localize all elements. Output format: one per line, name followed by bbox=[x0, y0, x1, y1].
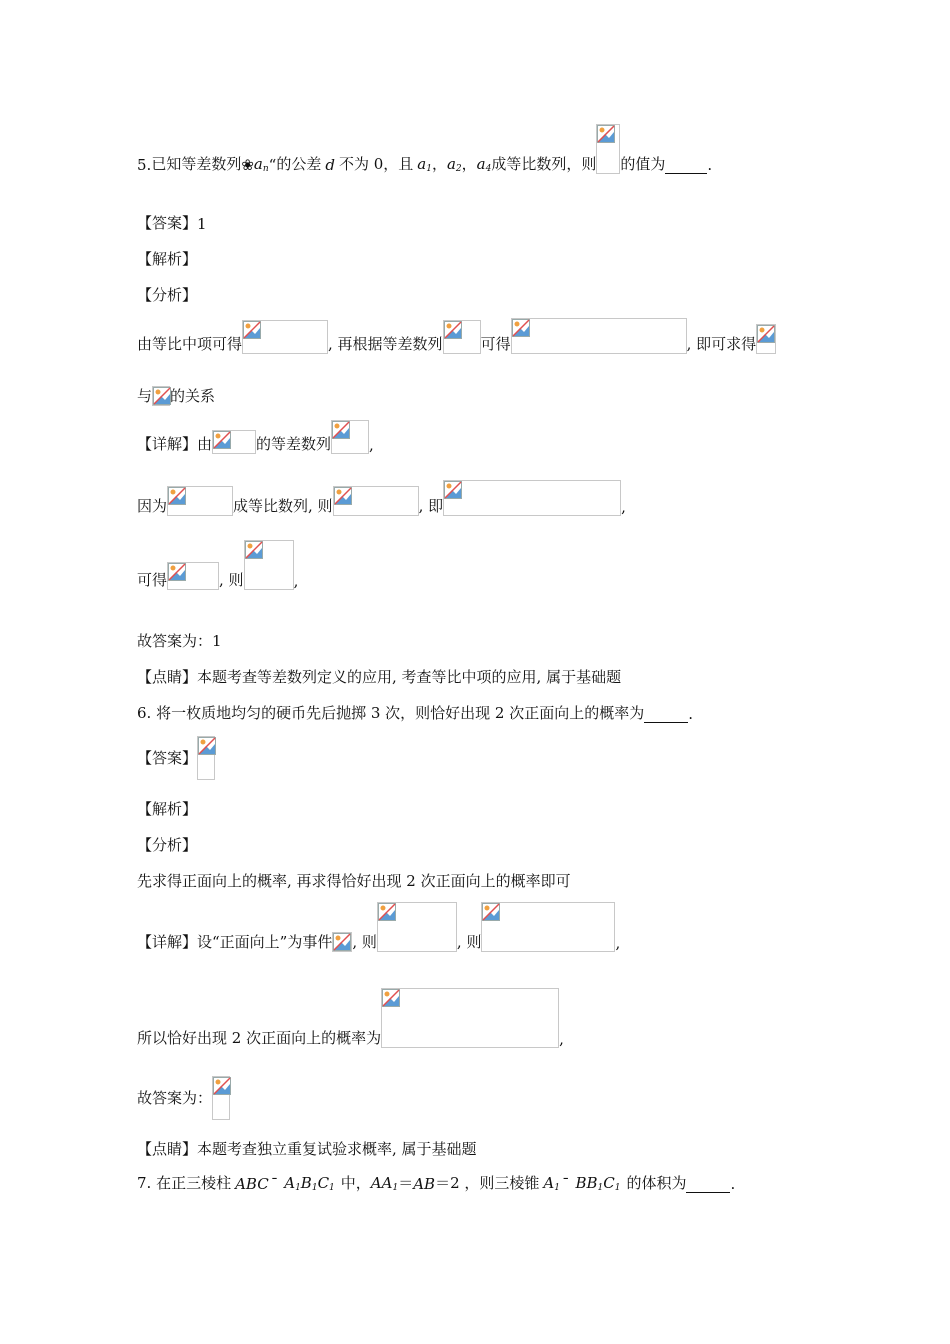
q5-tail: 成等比数列，则 bbox=[491, 155, 597, 173]
broken-image-icon bbox=[331, 420, 369, 454]
q5-a4: $a_4$ bbox=[476, 155, 492, 174]
broken-image-icon bbox=[596, 124, 620, 174]
detail-label: 【详解】 bbox=[137, 933, 198, 951]
detail-label: 【详解】 bbox=[137, 435, 198, 453]
q7-dash: ¯ bbox=[561, 1175, 570, 1193]
text: 因为 bbox=[137, 497, 168, 515]
fenxi-label: 【分析】 bbox=[137, 836, 198, 854]
analysis-label: 【解析】 bbox=[137, 800, 198, 818]
comment-text: 本题考查等差数列定义的应用, 考查等比中项的应用, 属于基础题 bbox=[197, 668, 622, 686]
q7-line bbox=[137, 1172, 735, 1193]
text: ＝ bbox=[398, 1174, 414, 1192]
comment-label: 【点睛】 bbox=[137, 1140, 198, 1158]
text: , 则 bbox=[352, 933, 377, 951]
q7-ab: AB bbox=[413, 1175, 436, 1193]
q7-end: . bbox=[730, 1175, 736, 1193]
picture-icon bbox=[378, 903, 396, 921]
picture-icon bbox=[168, 487, 186, 505]
picture-icon bbox=[168, 563, 186, 581]
a6-so-line bbox=[137, 988, 564, 1048]
text: , bbox=[293, 572, 299, 590]
analysis-label: 【解析】 bbox=[137, 250, 198, 268]
answer-blank bbox=[644, 722, 688, 723]
answer-label: 【答案】 bbox=[137, 749, 198, 767]
a5-fenxi-label bbox=[137, 284, 197, 305]
q5-d: d bbox=[325, 156, 335, 174]
a5-because-line bbox=[137, 480, 626, 516]
answer-blank bbox=[686, 1192, 730, 1193]
q5-prefix: 已知等差数列 bbox=[151, 155, 242, 173]
q5-a2: $a_2$ bbox=[446, 155, 462, 174]
picture-icon bbox=[444, 481, 462, 499]
a6-comment bbox=[137, 1138, 477, 1159]
text: 与 bbox=[137, 387, 153, 405]
text: 成等比数列, 则 bbox=[233, 497, 333, 515]
broken-image-icon bbox=[212, 430, 256, 454]
picture-icon bbox=[512, 319, 530, 337]
final-answer: 故答案为： bbox=[137, 1089, 213, 1107]
final-answer: 故答案为：1 bbox=[137, 632, 222, 650]
q5-line bbox=[137, 124, 712, 174]
picture-icon bbox=[334, 487, 352, 505]
broken-image-icon bbox=[333, 486, 419, 516]
q5-number: 5. bbox=[137, 156, 152, 174]
q7-bb1c1: $BB_1C_1$ bbox=[575, 1174, 621, 1193]
a5-comment bbox=[137, 666, 621, 687]
answer-label: 【答案】 bbox=[137, 214, 198, 232]
picture-icon bbox=[757, 325, 775, 343]
comment-label: 【点睛】 bbox=[137, 668, 198, 686]
a5-get-line bbox=[137, 540, 298, 590]
text: , bbox=[621, 498, 626, 516]
text: 7. 在正三棱柱 bbox=[137, 1174, 232, 1192]
broken-image-icon bbox=[244, 540, 294, 590]
q7-aa1: $AA_1$ bbox=[370, 1174, 399, 1193]
q5-bracket: “ bbox=[268, 156, 277, 174]
q7-a1: $A_1$ bbox=[543, 1174, 560, 1193]
text: 设“正面向上”为事件 bbox=[197, 933, 333, 951]
q5-a1: $a_1$ bbox=[417, 155, 432, 174]
q6-text: 6. 将一枚质地均匀的硬币先后抛掷 3 次，则恰好出现 2 次正面向上的概率为 bbox=[137, 704, 645, 722]
text: 由 bbox=[197, 435, 213, 453]
text: , bbox=[559, 1030, 564, 1048]
a6-final bbox=[137, 1074, 230, 1120]
a5-answer bbox=[137, 212, 207, 233]
picture-icon bbox=[482, 903, 500, 921]
broken-image-icon bbox=[443, 320, 481, 354]
q6-end: . bbox=[688, 705, 694, 723]
broken-image-icon bbox=[381, 988, 559, 1048]
broken-image-icon bbox=[443, 480, 621, 516]
q5-value-text: 的值为 bbox=[620, 155, 666, 173]
broken-image-icon bbox=[212, 1076, 230, 1120]
text: , 则 bbox=[456, 933, 482, 951]
comment-text: 本题考查独立重复试验求概率, 属于基础题 bbox=[197, 1140, 477, 1158]
text: , bbox=[369, 436, 374, 454]
a5-detail-line bbox=[137, 418, 374, 454]
broken-image-icon bbox=[197, 736, 215, 780]
broken-image-icon bbox=[481, 902, 615, 952]
q7-a1b1c1: $A_1B_1C_1$ bbox=[284, 1174, 335, 1193]
q5-end: . bbox=[707, 156, 713, 174]
text: 可得 bbox=[137, 571, 168, 589]
picture-icon bbox=[198, 737, 216, 755]
text: , 即 bbox=[418, 497, 444, 515]
a5-analysis-label bbox=[137, 248, 197, 269]
a5-fenxi-line1 bbox=[137, 318, 776, 354]
fenxi-label: 【分析】 bbox=[137, 286, 198, 304]
a6-analysis-label bbox=[137, 798, 197, 819]
text: ＝2 ，则三棱锥 bbox=[435, 1174, 540, 1192]
q5-sep1: ， bbox=[431, 155, 447, 173]
picture-icon bbox=[332, 421, 350, 439]
picture-icon bbox=[444, 321, 462, 339]
text: , 则 bbox=[219, 571, 244, 589]
a6-fenxi-label bbox=[137, 834, 197, 855]
broken-image-icon bbox=[167, 486, 233, 516]
text: 由等比中项可得 bbox=[137, 335, 243, 353]
picture-icon bbox=[243, 321, 261, 339]
picture-icon bbox=[333, 933, 351, 951]
a6-fenxi bbox=[137, 870, 571, 891]
broken-image-icon bbox=[332, 932, 352, 952]
text: 的体积为 bbox=[626, 1174, 687, 1192]
text: 可得 bbox=[480, 335, 511, 353]
text: , 再根据等差数列 bbox=[328, 335, 443, 353]
text: 的关系 bbox=[170, 387, 216, 405]
broken-image-icon bbox=[152, 386, 170, 406]
picture-icon bbox=[213, 431, 231, 449]
q7-abc: ABC bbox=[235, 1175, 269, 1193]
q5-mid: 的公差 bbox=[276, 155, 322, 173]
picture-icon bbox=[597, 125, 615, 143]
text: , bbox=[615, 934, 621, 952]
text: 所以恰好出现 2 次正面向上的概率为 bbox=[137, 1029, 382, 1047]
fenxi-text: 先求得正面向上的概率, 再求得恰好出现 2 次正面向上的概率即可 bbox=[137, 872, 571, 890]
a5-fenxi-line2 bbox=[137, 384, 215, 406]
answer-blank bbox=[665, 173, 707, 174]
q5-sep2: ， bbox=[461, 155, 477, 173]
answer-value: 1 bbox=[197, 215, 207, 233]
q7-dash: ¯ bbox=[270, 1175, 279, 1193]
broken-image-icon bbox=[167, 562, 219, 590]
picture-icon bbox=[213, 1077, 231, 1095]
text: 的等差数列 bbox=[256, 435, 332, 453]
broken-image-icon bbox=[377, 902, 457, 952]
a6-detail-line bbox=[137, 902, 620, 952]
picture-icon bbox=[153, 387, 171, 405]
picture-icon bbox=[382, 989, 400, 1007]
text: , 即可求得 bbox=[686, 335, 757, 353]
picture-icon bbox=[245, 541, 263, 559]
q5-after-d: 不为 0，且 bbox=[338, 155, 414, 173]
q5-sym: ❀ bbox=[241, 156, 254, 174]
text: 中， bbox=[340, 1174, 371, 1192]
broken-image-icon bbox=[756, 324, 776, 354]
a6-answer bbox=[137, 734, 215, 780]
q6-line bbox=[137, 702, 693, 723]
a5-final bbox=[137, 630, 222, 651]
q5-an: $a_n$ bbox=[253, 155, 269, 174]
broken-image-icon bbox=[511, 318, 687, 354]
broken-image-icon bbox=[242, 320, 328, 354]
